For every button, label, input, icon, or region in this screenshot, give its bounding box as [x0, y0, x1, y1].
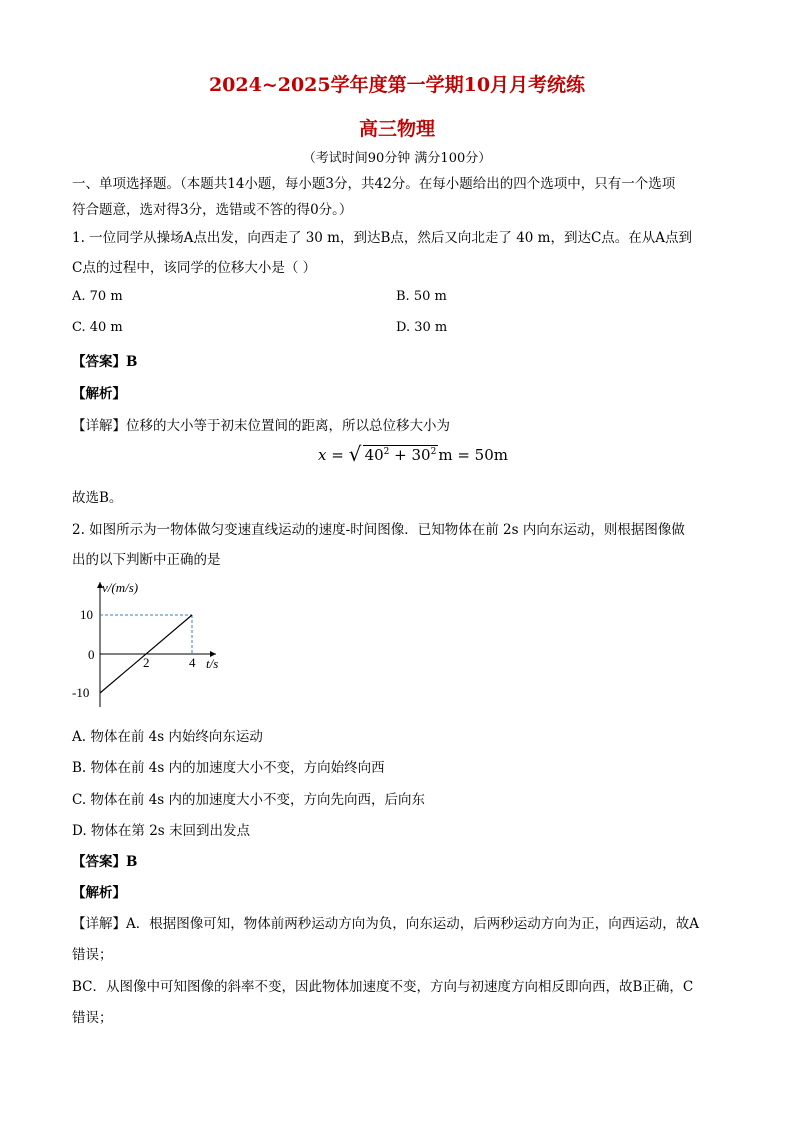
q2-detail-line2: 错误； — [72, 947, 113, 963]
exam-title: 2024~2025学年度第一学期10月月考统练 — [208, 74, 586, 96]
q2-stem-line1: 2. 如图所示为一物体做匀变速直线运动的速度-时间图像．已知物体在前 2s 内向东运动，则根据图像做 — [72, 522, 685, 538]
q1-stem-line1: 1. 一位同学从操场A点出发，向西走了 30 m，到达B点，然后又向北走了 40 m，到达C点。在从A点到 — [72, 230, 693, 246]
q1-option-a: A. 70 m — [72, 289, 123, 304]
radicand-b: + 30 — [389, 446, 431, 464]
velocity-time-graph — [66, 572, 236, 712]
square-root — [348, 442, 439, 466]
q2-detail-line4: 错误； — [72, 1010, 113, 1026]
q1-analysis-label: 【解析】 — [72, 386, 126, 402]
q2-option-d: D. 物体在第 2s 末回到出发点 — [72, 823, 251, 839]
q2-option-c: C. 物体在前 4s 内的加速度大小不变，方向先向西，后向东 — [72, 792, 426, 808]
q2-stem-line2: 出的以下判断中正确的是 — [72, 552, 221, 568]
q1-detail: 【详解】位移的大小等于初末位置间的距离，所以总位移大小为 — [72, 418, 450, 434]
radicand-a: 40 — [364, 446, 384, 464]
q1-option-c: C. 40 m — [72, 320, 123, 335]
exponent-a: 2 — [383, 447, 390, 457]
y-axis-label: v/(m/s) — [102, 580, 139, 595]
q2-answer: 【答案】B — [72, 854, 138, 870]
x-tick-4: 4 — [189, 655, 196, 670]
subject-title: 高三物理 — [358, 118, 435, 140]
q2-detail-line3: BC．从图像中可知图像的斜率不变，因此物体加速度不变，方向与初速度方向相反即向西，故B正确，C — [72, 979, 694, 995]
q1-option-d: D. 30 m — [396, 320, 448, 335]
q1-formula — [318, 442, 508, 466]
exponent-b: 2 — [430, 447, 437, 457]
exam-info: （考试时间90分钟 满分100分） — [302, 151, 492, 166]
q1-stem-line2: C点的过程中，该同学的位移大小是（ ） — [72, 260, 317, 276]
formula-rhs: m = 50m — [438, 446, 508, 464]
radical-sign-icon: √ — [348, 442, 362, 466]
section-intro-line1: 一、单项选择题。（本题共14小题，每小题3分，共42分。在每小题给出的四个选项中，只有一个选项 — [72, 176, 676, 192]
x-axis-label: t/s — [206, 656, 219, 671]
q1-conclusion: 故选B。 — [72, 490, 123, 506]
q1-option-b: B. 50 m — [396, 289, 447, 304]
q2-detail-line1: 【详解】A．根据图像可知，物体前两秒运动方向为负，向东运动，后两秒运动方向为正，向西运动，故A — [72, 916, 699, 932]
formula-variable: x — [318, 446, 327, 464]
q2-option-a: A. 物体在前 4s 内始终向东运动 — [72, 729, 263, 745]
x-tick-2: 2 — [143, 655, 150, 670]
formula-equals: = — [326, 446, 349, 464]
y-tick-neg10: -10 — [72, 685, 90, 700]
y-tick-0: 0 — [88, 647, 95, 662]
q2-analysis-label: 【解析】 — [72, 885, 126, 901]
section-intro-line2: 符合题意，选对得3分，选错或不答的得0分。） — [72, 202, 353, 218]
q2-option-b: B. 物体在前 4s 内的加速度大小不变，方向始终向西 — [72, 760, 385, 776]
q1-answer: 【答案】B — [72, 354, 138, 370]
y-tick-10: 10 — [80, 607, 93, 622]
